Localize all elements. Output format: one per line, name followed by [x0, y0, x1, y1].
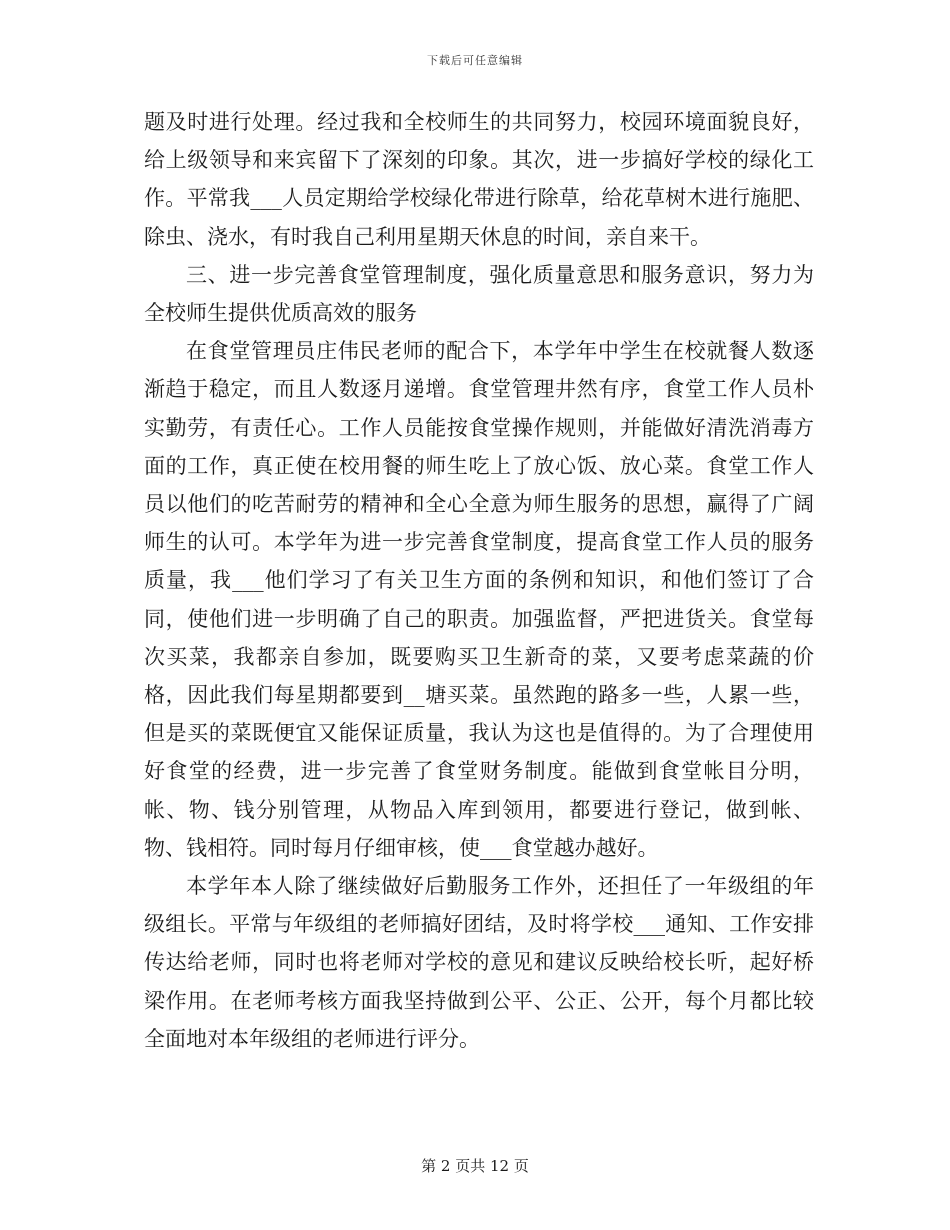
paragraph-continuation: 题及时进行处理。经过我和全校师生的共同努力，校园环境面貌良好，给上级领导和来宾留下了深刻的印象。其次，进一步搞好学校的绿化工作。平常我___人员定期给学校绿化带进行除草，给花草树木进行施肥、除虫、浇水，有时我自己利用星期天休息的时间，亲自来干。	[144, 110, 814, 249]
paragraph-canteen: 在食堂管理员庄伟民老师的配合下，本学年中学生在校就餐人数逐渐趋于稳定，而且人数逐月递增。食堂管理井然有序，食堂工作人员朴实勤劳，有责任心。工作人员能按食堂操作规则，并能做好清洗消毒方面的工作，真正使在校用餐的师生吃上了放心饭、放心菜。食堂工作人员以他们的吃苦耐劳的精神和全心全意为师生服务的思想，赢得了广阔师生的认可。本学年为进一步完善食堂制度，提高食堂工作人员的服务质量，我___他们学习了有关卫生方面的条例和知识，和他们签订了合同，使他们进一步明确了自己的职责。加强监督，严把进货关。食堂每次买菜，我都亲自参加，既要购买卫生新奇的菜，又要考虑菜蔬的价格，因此我们每星期都要到__塘买菜。虽然跑的路多一些，人累一些，但是买的菜既便宜又能保证质量，我认为这也是值得的。为了合理使用好食堂的经费，进一步完善了食堂财务制度。能做到食堂帐目分明，帐、物、钱分别管理，从物品入库到领用，都要进行登记，做到帐、物、钱相符。同时每月仔细审核，使___食堂越办越好。	[144, 339, 814, 860]
section-heading: 三、进一步完善食堂管理制度，强化质量意思和服务意识，努力为全校师生提供优质高效的服务	[144, 262, 814, 326]
document-body	[144, 103, 814, 1058]
page-header: 下载后可任意编辑	[427, 54, 523, 67]
page-number: 第 2 页共 12 页	[421, 1157, 529, 1175]
paragraph-grade-leader: 本学年本人除了继续做好后勤服务工作外，还担任了一年级组的年级组长。平常与年级组的老师搞好团结，及时将学校___通知、工作安排传达给老师，同时也将老师对学校的意见和建议反映给校长听，起好桥梁作用。在老师考核方面我坚持做到公平、公正、公开，每个月都比较全面地对本年级组的老师进行评分。	[144, 874, 814, 1051]
